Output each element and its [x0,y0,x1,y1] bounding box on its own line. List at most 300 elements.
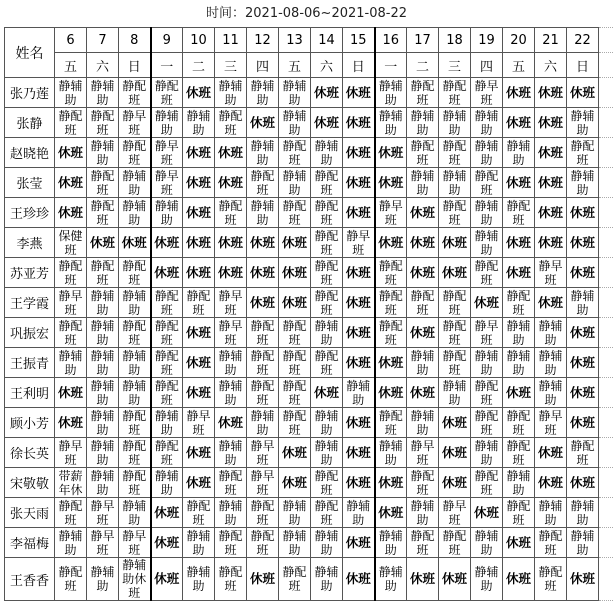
shift-cell[interactable] [535,558,567,601]
shift-cell[interactable] [55,228,87,258]
weekday-header[interactable]: 六 [311,53,343,78]
shift-cell[interactable] [343,258,375,288]
shift-cell[interactable] [375,408,407,438]
shift-cell[interactable] [567,528,599,558]
spare-cell[interactable] [599,498,613,528]
shift-cell[interactable] [55,138,87,168]
shift-cell[interactable] [535,288,567,318]
shift-cell[interactable] [311,138,343,168]
shift-cell[interactable] [247,528,279,558]
weekday-header[interactable]: 一 [151,53,183,78]
day-header[interactable]: 20 [503,28,535,53]
shift-cell[interactable] [247,318,279,348]
shift-cell[interactable] [311,318,343,348]
shift-cell[interactable] [87,168,119,198]
weekday-header[interactable]: 六 [535,53,567,78]
shift-cell[interactable] [343,228,375,258]
shift-cell[interactable] [151,258,183,288]
shift-cell[interactable] [375,138,407,168]
employee-name[interactable]: 徐长英 [5,438,55,468]
shift-cell[interactable] [55,258,87,288]
weekday-header[interactable]: 二 [183,53,215,78]
shift-cell[interactable] [215,198,247,228]
shift-cell[interactable] [311,408,343,438]
shift-cell[interactable] [471,348,503,378]
employee-name[interactable]: 王珍珍 [5,198,55,228]
shift-cell[interactable] [503,108,535,138]
shift-cell[interactable] [183,528,215,558]
day-header[interactable]: 14 [311,28,343,53]
weekday-header[interactable]: 四 [471,53,503,78]
shift-cell[interactable] [151,288,183,318]
employee-name[interactable]: 张乃莲 [5,78,55,108]
shift-cell[interactable] [279,138,311,168]
shift-cell[interactable] [439,78,471,108]
shift-cell[interactable] [87,288,119,318]
shift-cell[interactable] [87,108,119,138]
shift-cell[interactable] [375,198,407,228]
shift-cell[interactable] [119,168,151,198]
spare-cell[interactable] [599,408,613,438]
shift-cell[interactable] [375,528,407,558]
employee-name[interactable]: 王利明 [5,378,55,408]
shift-cell[interactable] [215,78,247,108]
shift-cell[interactable] [503,258,535,288]
shift-cell[interactable] [503,78,535,108]
day-header[interactable]: 15 [343,28,375,53]
shift-cell[interactable] [151,78,183,108]
day-header[interactable]: 9 [151,28,183,53]
shift-cell[interactable] [535,318,567,348]
shift-cell[interactable] [215,288,247,318]
shift-cell[interactable] [407,318,439,348]
shift-cell[interactable] [535,108,567,138]
shift-cell[interactable] [215,528,247,558]
shift-cell[interactable] [343,528,375,558]
shift-cell[interactable] [471,528,503,558]
shift-cell[interactable] [151,408,183,438]
shift-cell[interactable] [503,348,535,378]
shift-cell[interactable] [407,498,439,528]
shift-cell[interactable] [471,288,503,318]
shift-cell[interactable] [311,468,343,498]
spare-cell[interactable] [599,53,613,78]
shift-cell[interactable] [375,258,407,288]
spare-cell[interactable] [599,108,613,138]
shift-cell[interactable] [279,468,311,498]
shift-cell[interactable] [343,378,375,408]
shift-cell[interactable] [119,558,151,601]
shift-cell[interactable] [311,288,343,318]
shift-cell[interactable] [119,528,151,558]
shift-cell[interactable] [439,198,471,228]
shift-cell[interactable] [247,138,279,168]
shift-cell[interactable] [215,558,247,601]
shift-cell[interactable] [567,138,599,168]
shift-cell[interactable] [247,498,279,528]
shift-cell[interactable] [279,348,311,378]
shift-cell[interactable] [471,258,503,288]
shift-cell[interactable] [471,78,503,108]
weekday-header[interactable]: 日 [119,53,151,78]
shift-cell[interactable] [87,528,119,558]
shift-cell[interactable] [439,468,471,498]
shift-cell[interactable] [439,378,471,408]
shift-cell[interactable] [151,378,183,408]
shift-cell[interactable] [535,378,567,408]
shift-cell[interactable] [311,558,343,601]
shift-cell[interactable] [343,198,375,228]
shift-cell[interactable] [375,288,407,318]
weekday-header[interactable]: 五 [55,53,87,78]
shift-cell[interactable] [119,198,151,228]
shift-cell[interactable] [567,168,599,198]
shift-cell[interactable] [375,558,407,601]
shift-cell[interactable] [503,198,535,228]
shift-cell[interactable] [375,318,407,348]
weekday-header[interactable]: 五 [279,53,311,78]
shift-cell[interactable] [439,348,471,378]
shift-cell[interactable] [343,558,375,601]
shift-cell[interactable] [119,468,151,498]
shift-cell[interactable] [55,378,87,408]
shift-cell[interactable] [407,468,439,498]
shift-cell[interactable] [311,528,343,558]
shift-cell[interactable] [247,348,279,378]
employee-name[interactable]: 苏亚芳 [5,258,55,288]
shift-cell[interactable] [183,168,215,198]
shift-cell[interactable] [87,558,119,601]
shift-cell[interactable] [55,198,87,228]
shift-cell[interactable] [247,78,279,108]
day-header[interactable]: 11 [215,28,247,53]
shift-cell[interactable] [183,198,215,228]
shift-cell[interactable] [311,108,343,138]
shift-cell[interactable] [535,198,567,228]
shift-cell[interactable] [311,348,343,378]
shift-cell[interactable] [119,438,151,468]
spare-cell[interactable] [599,168,613,198]
shift-cell[interactable] [503,288,535,318]
shift-cell[interactable] [503,438,535,468]
shift-cell[interactable] [151,438,183,468]
day-header[interactable]: 12 [247,28,279,53]
shift-cell[interactable] [119,138,151,168]
shift-cell[interactable] [279,558,311,601]
shift-cell[interactable] [567,438,599,468]
shift-cell[interactable] [55,168,87,198]
shift-cell[interactable] [279,408,311,438]
shift-cell[interactable] [87,498,119,528]
shift-cell[interactable] [183,288,215,318]
shift-cell[interactable] [503,378,535,408]
day-header[interactable]: 13 [279,28,311,53]
shift-cell[interactable] [151,528,183,558]
shift-cell[interactable] [567,348,599,378]
shift-cell[interactable] [503,558,535,601]
shift-cell[interactable] [247,288,279,318]
employee-name[interactable]: 张莹 [5,168,55,198]
shift-cell[interactable] [407,198,439,228]
shift-cell[interactable] [311,78,343,108]
shift-cell[interactable] [183,258,215,288]
shift-cell[interactable] [343,408,375,438]
day-header[interactable]: 10 [183,28,215,53]
shift-cell[interactable] [471,438,503,468]
weekday-header[interactable]: 五 [503,53,535,78]
shift-cell[interactable] [55,498,87,528]
shift-cell[interactable] [343,108,375,138]
shift-cell[interactable] [151,498,183,528]
shift-cell[interactable] [183,438,215,468]
shift-cell[interactable] [375,498,407,528]
shift-cell[interactable] [215,408,247,438]
shift-cell[interactable] [279,108,311,138]
employee-name[interactable]: 顾小芳 [5,408,55,438]
shift-cell[interactable] [279,258,311,288]
shift-cell[interactable] [503,318,535,348]
shift-cell[interactable] [535,78,567,108]
shift-cell[interactable] [343,78,375,108]
shift-cell[interactable] [55,288,87,318]
shift-cell[interactable] [407,528,439,558]
shift-cell[interactable] [375,438,407,468]
shift-cell[interactable] [279,78,311,108]
shift-cell[interactable] [503,498,535,528]
shift-cell[interactable] [375,168,407,198]
shift-cell[interactable] [343,468,375,498]
employee-name[interactable]: 赵晓艳 [5,138,55,168]
shift-cell[interactable] [151,108,183,138]
shift-cell[interactable] [87,198,119,228]
shift-cell[interactable] [311,258,343,288]
shift-cell[interactable] [247,198,279,228]
shift-cell[interactable] [503,228,535,258]
shift-cell[interactable] [151,198,183,228]
shift-cell[interactable] [567,78,599,108]
name-column-header[interactable]: 姓名 [5,28,55,78]
weekday-header[interactable]: 六 [87,53,119,78]
weekday-header[interactable]: 二 [407,53,439,78]
shift-cell[interactable] [87,318,119,348]
shift-cell[interactable] [567,468,599,498]
shift-cell[interactable] [87,228,119,258]
shift-cell[interactable] [567,228,599,258]
day-header[interactable]: 7 [87,28,119,53]
shift-cell[interactable] [567,108,599,138]
shift-cell[interactable] [247,438,279,468]
shift-cell[interactable] [407,168,439,198]
shift-cell[interactable] [87,408,119,438]
shift-cell[interactable] [375,78,407,108]
day-header[interactable]: 22 [567,28,599,53]
shift-cell[interactable] [407,288,439,318]
shift-cell[interactable] [503,408,535,438]
shift-cell[interactable] [215,348,247,378]
weekday-header[interactable]: 日 [567,53,599,78]
shift-cell[interactable] [311,198,343,228]
shift-cell[interactable] [503,138,535,168]
shift-cell[interactable] [87,138,119,168]
shift-cell[interactable] [311,168,343,198]
shift-cell[interactable] [471,198,503,228]
shift-cell[interactable] [279,528,311,558]
day-header[interactable]: 8 [119,28,151,53]
shift-cell[interactable] [55,438,87,468]
employee-name[interactable]: 张静 [5,108,55,138]
shift-cell[interactable] [151,138,183,168]
shift-cell[interactable] [87,78,119,108]
spare-cell[interactable] [599,528,613,558]
shift-cell[interactable] [183,558,215,601]
shift-cell[interactable] [567,258,599,288]
shift-cell[interactable] [87,348,119,378]
employee-name[interactable]: 张天雨 [5,498,55,528]
shift-cell[interactable] [375,108,407,138]
shift-cell[interactable] [471,468,503,498]
shift-cell[interactable] [567,408,599,438]
shift-cell[interactable] [119,108,151,138]
employee-name[interactable]: 李福梅 [5,528,55,558]
shift-cell[interactable] [407,228,439,258]
shift-cell[interactable] [439,138,471,168]
day-header[interactable]: 19 [471,28,503,53]
shift-cell[interactable] [215,138,247,168]
weekday-header[interactable]: 日 [343,53,375,78]
spare-cell[interactable] [599,258,613,288]
shift-cell[interactable] [311,498,343,528]
weekday-header[interactable]: 四 [247,53,279,78]
shift-cell[interactable] [535,498,567,528]
shift-cell[interactable] [471,168,503,198]
shift-cell[interactable] [535,168,567,198]
shift-cell[interactable] [215,108,247,138]
shift-cell[interactable] [439,168,471,198]
shift-cell[interactable] [183,408,215,438]
shift-cell[interactable] [279,198,311,228]
shift-cell[interactable] [535,438,567,468]
shift-cell[interactable] [247,408,279,438]
shift-cell[interactable] [471,498,503,528]
shift-cell[interactable] [567,498,599,528]
employee-name[interactable]: 李燕 [5,228,55,258]
shift-cell[interactable] [343,498,375,528]
shift-cell[interactable] [247,228,279,258]
spare-cell[interactable] [599,228,613,258]
shift-cell[interactable] [375,378,407,408]
shift-cell[interactable] [471,228,503,258]
shift-cell[interactable] [535,228,567,258]
shift-cell[interactable] [407,258,439,288]
shift-cell[interactable] [471,408,503,438]
shift-cell[interactable] [55,558,87,601]
shift-cell[interactable] [183,318,215,348]
spare-cell[interactable] [599,378,613,408]
shift-cell[interactable] [407,558,439,601]
shift-cell[interactable] [535,528,567,558]
shift-cell[interactable] [55,408,87,438]
shift-cell[interactable] [151,318,183,348]
shift-cell[interactable] [343,168,375,198]
shift-cell[interactable] [439,558,471,601]
shift-cell[interactable] [183,108,215,138]
shift-cell[interactable] [215,438,247,468]
shift-cell[interactable] [375,348,407,378]
shift-cell[interactable] [471,108,503,138]
shift-cell[interactable] [439,498,471,528]
shift-cell[interactable] [279,378,311,408]
shift-cell[interactable] [55,348,87,378]
shift-cell[interactable] [471,138,503,168]
spare-cell[interactable] [599,78,613,108]
shift-cell[interactable] [439,108,471,138]
shift-cell[interactable] [471,318,503,348]
shift-cell[interactable] [343,348,375,378]
shift-cell[interactable] [119,258,151,288]
shift-cell[interactable] [183,468,215,498]
spare-cell[interactable] [599,138,613,168]
shift-cell[interactable] [87,378,119,408]
shift-cell[interactable] [87,438,119,468]
shift-cell[interactable] [87,468,119,498]
shift-cell[interactable] [439,228,471,258]
shift-cell[interactable] [215,168,247,198]
shift-cell[interactable] [407,108,439,138]
spare-cell[interactable] [599,198,613,228]
day-header[interactable]: 16 [375,28,407,53]
shift-cell[interactable] [119,348,151,378]
shift-cell[interactable] [151,468,183,498]
spare-cell[interactable] [599,288,613,318]
spare-cell[interactable] [599,348,613,378]
shift-cell[interactable] [215,318,247,348]
shift-cell[interactable] [119,378,151,408]
shift-cell[interactable] [215,258,247,288]
shift-cell[interactable] [119,228,151,258]
shift-cell[interactable] [247,108,279,138]
weekday-header[interactable]: 三 [439,53,471,78]
employee-name[interactable]: 宋敬敬 [5,468,55,498]
shift-cell[interactable] [279,288,311,318]
shift-cell[interactable] [119,318,151,348]
shift-cell[interactable] [87,258,119,288]
shift-cell[interactable] [535,408,567,438]
shift-cell[interactable] [407,408,439,438]
employee-name[interactable]: 王学霞 [5,288,55,318]
shift-cell[interactable] [183,138,215,168]
shift-cell[interactable] [151,348,183,378]
day-header[interactable]: 18 [439,28,471,53]
weekday-header[interactable]: 一 [375,53,407,78]
shift-cell[interactable] [535,348,567,378]
shift-cell[interactable] [55,468,87,498]
shift-cell[interactable] [535,138,567,168]
shift-cell[interactable] [215,378,247,408]
shift-cell[interactable] [503,468,535,498]
shift-cell[interactable] [439,288,471,318]
shift-cell[interactable] [439,408,471,438]
shift-cell[interactable] [343,438,375,468]
shift-cell[interactable] [55,108,87,138]
shift-cell[interactable] [247,558,279,601]
shift-cell[interactable] [151,228,183,258]
shift-cell[interactable] [407,438,439,468]
employee-name[interactable]: 王振青 [5,348,55,378]
shift-cell[interactable] [119,288,151,318]
weekday-header[interactable]: 三 [215,53,247,78]
shift-cell[interactable] [247,468,279,498]
shift-cell[interactable] [567,378,599,408]
